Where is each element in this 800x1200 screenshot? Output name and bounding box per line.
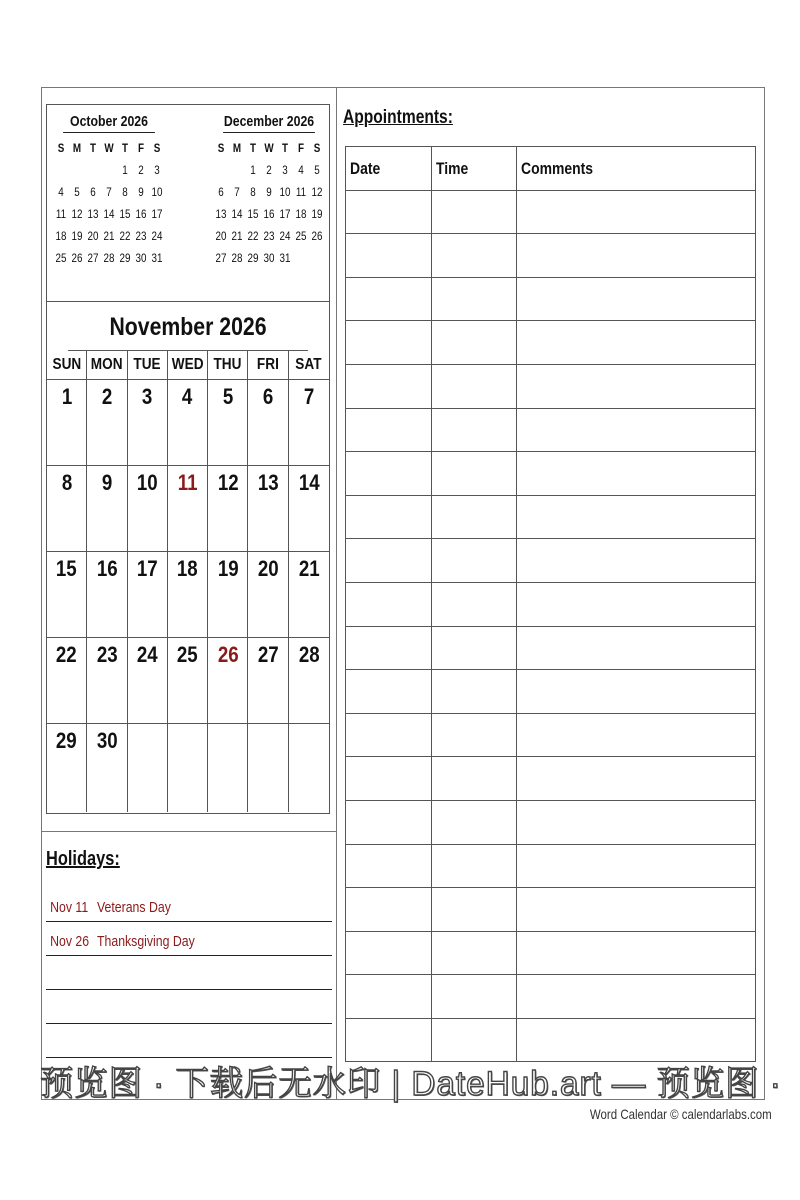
mini-day: 7	[106, 185, 112, 199]
appointment-time-cell[interactable]	[432, 670, 517, 713]
mini-calendar-prev	[53, 113, 165, 269]
day-number: 16	[96, 556, 118, 581]
mini-day: 16	[135, 207, 147, 221]
mini-day: 7	[234, 185, 240, 199]
appointment-time-cell[interactable]	[432, 496, 517, 539]
appointment-row	[346, 670, 755, 714]
month-grid	[47, 380, 329, 812]
appointment-date-cell[interactable]	[346, 321, 432, 364]
day-number: 5	[222, 384, 233, 409]
holidays-divider	[41, 831, 336, 832]
mini-day	[102, 159, 115, 181]
mini-weekday-label: T	[89, 141, 97, 155]
mini-day: 1	[122, 163, 128, 177]
appointment-comments-cell[interactable]	[517, 409, 755, 452]
mini-weekday-label: M	[72, 141, 82, 155]
mini-day: 2	[138, 163, 144, 177]
day-number: 22	[56, 642, 78, 667]
week-row	[47, 466, 329, 552]
day-number: 3	[141, 384, 153, 409]
mini-day: 10	[151, 185, 163, 199]
mini-day	[214, 159, 227, 181]
mini-day: 31	[151, 251, 163, 265]
day-number: 1	[61, 384, 72, 409]
holiday-line	[46, 922, 332, 956]
appointment-date-cell[interactable]	[346, 539, 432, 582]
holiday-line	[46, 1024, 332, 1058]
mini-day: 30	[135, 251, 147, 265]
month-title: November 2026	[68, 302, 308, 351]
appointment-comments-cell[interactable]	[517, 191, 755, 234]
appointment-row	[346, 365, 755, 409]
appointment-row	[346, 191, 755, 235]
day-cell	[87, 380, 127, 466]
column-header-time: Time	[432, 147, 517, 191]
day-number: 14	[298, 470, 320, 495]
appointment-time-cell[interactable]	[432, 409, 517, 452]
day-cell	[208, 638, 248, 724]
mini-weekday-label: W	[104, 141, 114, 155]
appointment-date-cell[interactable]	[346, 757, 432, 800]
appointment-time-cell[interactable]	[432, 452, 517, 495]
watermark: 预览图 · 下载后无水印 | DateHub.art — 预览图 ·	[40, 1065, 782, 1103]
appointment-date-cell[interactable]	[346, 670, 432, 713]
day-number: 28	[298, 642, 320, 667]
day-cell	[168, 466, 208, 552]
day-number: 12	[217, 470, 239, 495]
mini-day: 21	[103, 229, 115, 243]
mini-day: 18	[295, 207, 307, 221]
appointment-time-cell[interactable]	[432, 234, 517, 277]
mini-day: 25	[295, 229, 307, 243]
week-row	[47, 380, 329, 466]
appointment-time-cell[interactable]	[432, 191, 517, 234]
day-number: 11	[177, 470, 198, 495]
day-number: 4	[182, 384, 193, 409]
day-number: 15	[56, 556, 78, 581]
holiday-date: Nov 26	[50, 933, 90, 950]
mini-day: 26	[311, 229, 323, 243]
mini-day: 31	[279, 251, 291, 265]
weekday-label: WED	[168, 351, 208, 380]
appointment-comments-cell[interactable]	[517, 801, 755, 844]
appointment-row	[346, 757, 755, 801]
mini-day: 26	[71, 251, 83, 265]
appointment-date-cell[interactable]	[346, 801, 432, 844]
day-number: 2	[101, 384, 113, 409]
appointment-time-cell[interactable]	[432, 932, 517, 975]
mini-day: 8	[250, 185, 256, 199]
mini-day: 27	[87, 251, 99, 265]
appointment-comments-cell[interactable]	[517, 670, 755, 713]
day-number: 20	[257, 556, 279, 581]
day-number: 17	[136, 556, 158, 581]
mini-day: 5	[74, 185, 80, 199]
mini-calendar-grid	[53, 137, 165, 269]
appointments-title: Appointments:	[343, 107, 453, 128]
mini-weekday-label: F	[297, 141, 305, 155]
mini-day: 22	[247, 229, 259, 243]
mini-day: 19	[71, 229, 83, 243]
appointments-table	[345, 146, 756, 1062]
mini-weekday-label: T	[249, 141, 257, 155]
day-cell	[128, 724, 168, 812]
mini-day: 27	[215, 251, 227, 265]
day-cell	[168, 724, 208, 812]
mini-weekday-label: W	[264, 141, 274, 155]
day-cell	[47, 380, 87, 466]
mini-day	[54, 159, 67, 181]
mini-day: 12	[311, 185, 323, 199]
weekday-label: MON	[87, 351, 127, 380]
mini-day: 17	[279, 207, 291, 221]
day-cell	[289, 380, 329, 466]
mini-day: 29	[247, 251, 259, 265]
mini-day: 20	[87, 229, 99, 243]
day-cell	[87, 724, 127, 812]
mini-day: 15	[119, 207, 131, 221]
appointment-row	[346, 888, 755, 932]
mini-day: 8	[122, 185, 128, 199]
week-row	[47, 638, 329, 724]
mini-day: 23	[135, 229, 147, 243]
day-cell	[168, 380, 208, 466]
mini-calendar-title: October 2026	[63, 113, 155, 133]
appointment-date-cell[interactable]	[346, 496, 432, 539]
mini-weekday-label: S	[153, 141, 161, 155]
day-cell	[87, 552, 127, 638]
mini-day: 6	[218, 185, 224, 199]
appointment-row	[346, 845, 755, 889]
weekday-label: TUE	[128, 351, 168, 380]
mini-day: 3	[154, 163, 160, 177]
appointment-time-cell[interactable]	[432, 714, 517, 757]
appointment-comments-cell[interactable]	[517, 234, 755, 277]
day-number: 25	[177, 642, 198, 667]
day-cell	[248, 552, 288, 638]
mini-day: 10	[279, 185, 291, 199]
day-cell	[208, 724, 248, 812]
mini-day	[70, 159, 83, 181]
column-divider	[336, 87, 337, 1100]
mini-day: 13	[87, 207, 99, 221]
mini-day: 24	[151, 229, 163, 243]
mini-day: 30	[263, 251, 275, 265]
month-calendar	[46, 301, 330, 814]
mini-calendar-title: December 2026	[223, 113, 315, 133]
appointment-time-cell[interactable]	[432, 278, 517, 321]
week-row	[47, 552, 329, 638]
day-cell	[128, 380, 168, 466]
mini-day: 25	[55, 251, 67, 265]
appointment-comments-cell[interactable]	[517, 321, 755, 364]
day-number: 29	[56, 728, 78, 753]
appointment-date-cell[interactable]	[346, 278, 432, 321]
appointment-row	[346, 801, 755, 845]
mini-day: 14	[103, 207, 115, 221]
appointment-comments-cell[interactable]	[517, 757, 755, 800]
day-number: 7	[303, 384, 315, 409]
mini-weekday-label: T	[281, 141, 289, 155]
day-number: 19	[217, 556, 239, 581]
appointment-time-cell[interactable]	[432, 539, 517, 582]
appointment-date-cell[interactable]	[346, 452, 432, 495]
day-number: 8	[61, 470, 72, 495]
mini-day: 22	[119, 229, 131, 243]
day-cell	[87, 638, 127, 724]
appointment-row	[346, 627, 755, 671]
mini-day: 2	[266, 163, 272, 177]
appointment-comments-cell[interactable]	[517, 452, 755, 495]
appointment-row	[346, 278, 755, 322]
holiday-line	[46, 888, 332, 922]
mini-weekday-label: S	[313, 141, 321, 155]
mini-day: 9	[138, 185, 144, 199]
appointment-row	[346, 539, 755, 583]
day-cell	[47, 724, 87, 812]
appointment-date-cell[interactable]	[346, 409, 432, 452]
mini-day: 28	[103, 251, 115, 265]
appointment-row	[346, 583, 755, 627]
mini-day: 11	[295, 185, 307, 199]
appointment-comments-cell[interactable]	[517, 365, 755, 408]
appointment-comments-cell[interactable]	[517, 496, 755, 539]
day-cell	[248, 724, 288, 812]
mini-day: 16	[263, 207, 275, 221]
appointments-header-row	[346, 147, 755, 191]
appointment-time-cell[interactable]	[432, 888, 517, 931]
mini-day: 4	[58, 185, 64, 199]
day-cell	[47, 466, 87, 552]
appointment-row	[346, 975, 755, 1019]
day-cell	[47, 638, 87, 724]
day-cell	[168, 638, 208, 724]
mini-day: 21	[231, 229, 243, 243]
mini-weekday-label: S	[217, 141, 225, 155]
appointment-time-cell[interactable]	[432, 801, 517, 844]
holiday-line	[46, 956, 332, 990]
day-cell	[208, 380, 248, 466]
day-number: 30	[96, 728, 118, 753]
appointment-time-cell[interactable]	[432, 627, 517, 670]
day-number: 9	[101, 470, 113, 495]
day-cell	[208, 466, 248, 552]
appointment-date-cell[interactable]	[346, 888, 432, 931]
appointment-row	[346, 496, 755, 540]
day-cell	[289, 638, 329, 724]
appointment-date-cell[interactable]	[346, 191, 432, 234]
mini-weekday-label: T	[121, 141, 129, 155]
appointment-comments-cell[interactable]	[517, 975, 755, 1018]
day-number: 13	[257, 470, 279, 495]
appointment-date-cell[interactable]	[346, 845, 432, 888]
mini-calendar-next	[213, 113, 325, 269]
mini-day	[230, 159, 243, 181]
weekday-label: SAT	[289, 351, 329, 380]
mini-calendars	[46, 104, 330, 301]
appointment-time-cell[interactable]	[432, 365, 517, 408]
mini-day: 14	[231, 207, 243, 221]
day-number: 10	[136, 470, 158, 495]
mini-day: 19	[311, 207, 323, 221]
column-header-comments: Comments	[521, 159, 594, 178]
holidays-title: Holidays:	[46, 848, 120, 870]
appointment-comments-cell[interactable]	[517, 845, 755, 888]
day-cell	[87, 466, 127, 552]
day-number: 18	[177, 556, 198, 581]
appointment-date-cell[interactable]	[346, 365, 432, 408]
day-cell	[248, 638, 288, 724]
day-cell	[128, 552, 168, 638]
mini-day: 5	[314, 163, 320, 177]
appointment-comments-cell[interactable]	[517, 932, 755, 975]
mini-day: 4	[298, 163, 304, 177]
holiday-name: Veterans Day	[97, 899, 171, 916]
mini-day: 28	[231, 251, 243, 265]
mini-day: 6	[90, 185, 96, 199]
appointment-time-cell[interactable]	[432, 845, 517, 888]
appointment-time-cell[interactable]	[432, 321, 517, 364]
week-row	[47, 724, 329, 812]
mini-day: 3	[282, 163, 288, 177]
appointment-date-cell[interactable]	[346, 234, 432, 277]
mini-day: 1	[250, 163, 256, 177]
day-number: 24	[136, 642, 158, 667]
day-number: 21	[298, 556, 320, 581]
mini-day: 24	[279, 229, 291, 243]
appointment-comments-cell[interactable]	[517, 539, 755, 582]
day-cell	[248, 380, 288, 466]
appointment-date-cell[interactable]	[346, 932, 432, 975]
day-cell	[208, 552, 248, 638]
day-number: 6	[262, 384, 274, 409]
appointment-row	[346, 234, 755, 278]
mini-day: 13	[215, 207, 227, 221]
appointment-comments-cell[interactable]	[517, 627, 755, 670]
mini-day: 11	[55, 207, 67, 221]
day-cell	[128, 466, 168, 552]
mini-weekday-label: S	[57, 141, 65, 155]
appointment-row	[346, 409, 755, 453]
weekday-label: SUN	[47, 351, 87, 380]
mini-day: 23	[263, 229, 275, 243]
mini-day: 9	[266, 185, 272, 199]
day-cell	[289, 724, 329, 812]
weekday-label: THU	[208, 351, 248, 380]
appointment-row	[346, 714, 755, 758]
appointment-time-cell[interactable]	[432, 757, 517, 800]
day-cell	[289, 466, 329, 552]
appointment-time-cell[interactable]	[432, 975, 517, 1018]
holidays-list	[46, 888, 332, 1058]
column-header-date: Date	[346, 147, 432, 191]
day-cell	[47, 552, 87, 638]
mini-day	[86, 159, 99, 181]
appointment-date-cell[interactable]	[346, 714, 432, 757]
mini-day: 15	[247, 207, 259, 221]
day-number: 26	[217, 642, 239, 667]
day-cell	[128, 638, 168, 724]
appointment-comments-cell[interactable]	[517, 714, 755, 757]
mini-weekday-label: F	[137, 141, 145, 155]
mini-day: 17	[151, 207, 163, 221]
mini-day: 29	[119, 251, 131, 265]
appointment-comments-cell[interactable]	[517, 278, 755, 321]
day-number: 23	[96, 642, 118, 667]
weekday-header	[47, 351, 329, 380]
appointment-row	[346, 932, 755, 976]
day-cell	[248, 466, 288, 552]
weekday-label: FRI	[248, 351, 288, 380]
holiday-name: Thanksgiving Day	[97, 933, 195, 950]
appointment-comments-cell[interactable]	[517, 583, 755, 626]
footer-credit: Word Calendar © calendarlabs.com	[590, 1106, 772, 1122]
mini-day: 12	[71, 207, 83, 221]
mini-day: 18	[55, 229, 67, 243]
appointment-row	[346, 321, 755, 365]
day-cell	[289, 552, 329, 638]
appointment-date-cell[interactable]	[346, 627, 432, 670]
day-cell	[168, 552, 208, 638]
mini-weekday-label: M	[232, 141, 242, 155]
appointment-comments-cell[interactable]	[517, 888, 755, 931]
holiday-date: Nov 11	[50, 899, 89, 916]
mini-calendar-grid	[213, 137, 325, 269]
holiday-line	[46, 990, 332, 1024]
appointment-date-cell[interactable]	[346, 975, 432, 1018]
appointment-date-cell[interactable]	[346, 583, 432, 626]
appointment-time-cell[interactable]	[432, 583, 517, 626]
day-number: 27	[257, 642, 279, 667]
appointment-row	[346, 452, 755, 496]
mini-day: 20	[215, 229, 227, 243]
